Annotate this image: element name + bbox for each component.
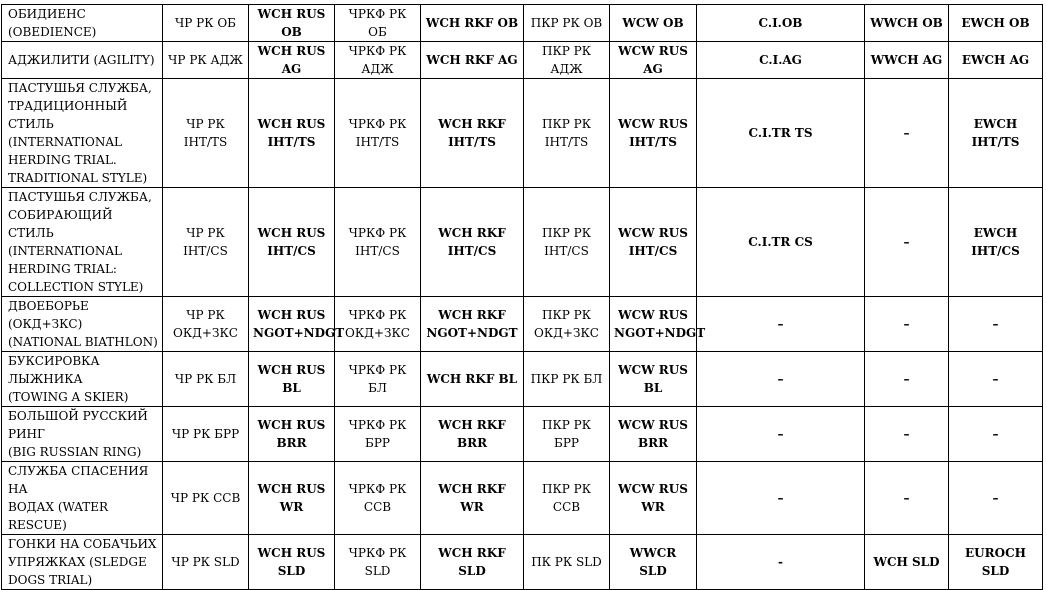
title-cell: – bbox=[865, 462, 949, 535]
title-cell: C.I.AG bbox=[697, 42, 865, 79]
title-cell: ЧРКФ РК IHT/CS bbox=[335, 188, 421, 297]
title-cell: WCH RKF NGOT+NDGT bbox=[421, 297, 524, 352]
title-cell: WWCH AG bbox=[865, 42, 949, 79]
table-body bbox=[2, 5, 1043, 590]
title-cell: WCH RUS NGOT+NDGT bbox=[249, 297, 335, 352]
title-cell: EWCH AG bbox=[949, 42, 1043, 79]
table-row bbox=[2, 407, 1043, 462]
title-cell: C.I.TR CS bbox=[697, 188, 865, 297]
title-cell: ЧР РК ССВ bbox=[163, 462, 249, 535]
title-cell: – bbox=[865, 407, 949, 462]
title-cell: ПКР РК ОВ bbox=[524, 5, 610, 42]
title-cell: ЧР РК ОКД+ЗКС bbox=[163, 297, 249, 352]
title-cell: ПКР РК БЛ bbox=[524, 352, 610, 407]
title-cell: WCW RUS WR bbox=[610, 462, 697, 535]
table-row bbox=[2, 297, 1043, 352]
title-cell: – bbox=[949, 352, 1043, 407]
title-cell: EUROCH SLD bbox=[949, 535, 1043, 590]
title-cell: WCH RKF WR bbox=[421, 462, 524, 535]
table-row bbox=[2, 535, 1043, 590]
title-cell: – bbox=[697, 407, 865, 462]
title-cell: ПКР РК ССВ bbox=[524, 462, 610, 535]
discipline-cell: ДВОЕБОРЬЕ (ОКД+ЗКС) (NATIONAL BIATHLON) bbox=[2, 297, 163, 352]
title-cell: WCW RUS IHT/TS bbox=[610, 79, 697, 188]
title-cell: – bbox=[949, 407, 1043, 462]
title-cell: ЧРКФ РК ОКД+ЗКС bbox=[335, 297, 421, 352]
title-cell: ЧР РК АДЖ bbox=[163, 42, 249, 79]
title-cell: EWCH IHT/TS bbox=[949, 79, 1043, 188]
title-cell: ЧРКФ РК SLD bbox=[335, 535, 421, 590]
table-row bbox=[2, 5, 1043, 42]
title-cell: WCH RKF AG bbox=[421, 42, 524, 79]
title-cell: - bbox=[697, 535, 865, 590]
discipline-cell: ОБИДИЕНС (OBEDIENCE) bbox=[2, 5, 163, 42]
title-cell: WCH RKF SLD bbox=[421, 535, 524, 590]
table-row bbox=[2, 79, 1043, 188]
title-cell: WCH RUS AG bbox=[249, 42, 335, 79]
title-cell: EWCH IHT/CS bbox=[949, 188, 1043, 297]
title-cell: WCW RUS BRR bbox=[610, 407, 697, 462]
title-cell: – bbox=[865, 79, 949, 188]
title-cell: ЧР РК SLD bbox=[163, 535, 249, 590]
title-cell: ПКР РК ОКД+ЗКС bbox=[524, 297, 610, 352]
title-cell: – bbox=[949, 297, 1043, 352]
title-cell: ПКР РК БРР bbox=[524, 407, 610, 462]
title-cell: WCW RUS BL bbox=[610, 352, 697, 407]
title-cell: C.I.OB bbox=[697, 5, 865, 42]
discipline-cell: ПАСТУШЬЯ СЛУЖБА, СОБИРАЮЩИЙ СТИЛЬ (INTERNATIONAL HERDING TRIAL: COLLECTION STYLE) bbox=[2, 188, 163, 297]
title-cell: – bbox=[697, 462, 865, 535]
title-cell: WCH RUS OB bbox=[249, 5, 335, 42]
table-row bbox=[2, 462, 1043, 535]
title-cell: ЧР РК БЛ bbox=[163, 352, 249, 407]
title-cell: WCW OB bbox=[610, 5, 697, 42]
title-cell: – bbox=[865, 188, 949, 297]
discipline-cell: ПАСТУШЬЯ СЛУЖБА, ТРАДИЦИОННЫЙ СТИЛЬ (INTERNATIONAL HERDING TRIAL. TRADITIONAL STYLE) bbox=[2, 79, 163, 188]
discipline-cell: ГОНКИ НА СОБАЧЬИХ УПРЯЖКАХ (SLEDGE DOGS TRIAL) bbox=[2, 535, 163, 590]
title-cell: ЧРКФ РК БРР bbox=[335, 407, 421, 462]
title-cell: ПКР РК IHT/CS bbox=[524, 188, 610, 297]
title-cell: ЧРКФ РК БЛ bbox=[335, 352, 421, 407]
title-cell: ЧР РК БРР bbox=[163, 407, 249, 462]
table-row bbox=[2, 42, 1043, 79]
title-cell: WCH RKF BRR bbox=[421, 407, 524, 462]
title-cell: ЧРКФ РК АДЖ bbox=[335, 42, 421, 79]
table-row bbox=[2, 352, 1043, 407]
title-cell: ЧРКФ РК ОБ bbox=[335, 5, 421, 42]
title-cell: ЧР РК ОБ bbox=[163, 5, 249, 42]
title-cell: – bbox=[697, 352, 865, 407]
discipline-cell: АДЖИЛИТИ (AGILITY) bbox=[2, 42, 163, 79]
discipline-cell: БОЛЬШОЙ РУССКИЙ РИНГ (BIG RUSSIAN RING) bbox=[2, 407, 163, 462]
title-cell: WCH RUS IHT/CS bbox=[249, 188, 335, 297]
title-cell: ПК РК SLD bbox=[524, 535, 610, 590]
discipline-cell: СЛУЖБА СПАСЕНИЯ НА ВОДАХ (WATER RESCUE) bbox=[2, 462, 163, 535]
title-cell: WCH RUS WR bbox=[249, 462, 335, 535]
title-cell: WWCH OB bbox=[865, 5, 949, 42]
title-cell: ЧРКФ РК IHT/TS bbox=[335, 79, 421, 188]
title-cell: C.I.TR TS bbox=[697, 79, 865, 188]
title-cell: ПКР РК IHT/TS bbox=[524, 79, 610, 188]
table-row bbox=[2, 188, 1043, 297]
title-cell: – bbox=[949, 462, 1043, 535]
title-cell: WCH RUS BRR bbox=[249, 407, 335, 462]
title-cell: WCW RUS IHT/CS bbox=[610, 188, 697, 297]
title-cell: – bbox=[697, 297, 865, 352]
discipline-cell: БУКСИРОВКА ЛЫЖНИКА (TOWING A SKIER) bbox=[2, 352, 163, 407]
title-cell: WCH RKF IHT/TS bbox=[421, 79, 524, 188]
title-cell: WCW RUS NGOT+NDGT bbox=[610, 297, 697, 352]
title-cell: EWCH OB bbox=[949, 5, 1043, 42]
title-cell: WCH RUS IHT/TS bbox=[249, 79, 335, 188]
title-cell: ЧРКФ РК ССВ bbox=[335, 462, 421, 535]
title-cell: – bbox=[865, 297, 949, 352]
title-cell: WCW RUS AG bbox=[610, 42, 697, 79]
title-cell: WCH SLD bbox=[865, 535, 949, 590]
title-cell: ПКР РК АДЖ bbox=[524, 42, 610, 79]
titles-table bbox=[1, 4, 1043, 590]
title-cell: WCH RKF OB bbox=[421, 5, 524, 42]
title-cell: WCH RUS SLD bbox=[249, 535, 335, 590]
title-cell: WCH RUS BL bbox=[249, 352, 335, 407]
title-cell: WCH RKF IHT/CS bbox=[421, 188, 524, 297]
title-cell: WWCR SLD bbox=[610, 535, 697, 590]
title-cell: – bbox=[865, 352, 949, 407]
title-cell: ЧР РК IHT/TS bbox=[163, 79, 249, 188]
title-cell: WCH RKF BL bbox=[421, 352, 524, 407]
title-cell: ЧР РК IHT/CS bbox=[163, 188, 249, 297]
